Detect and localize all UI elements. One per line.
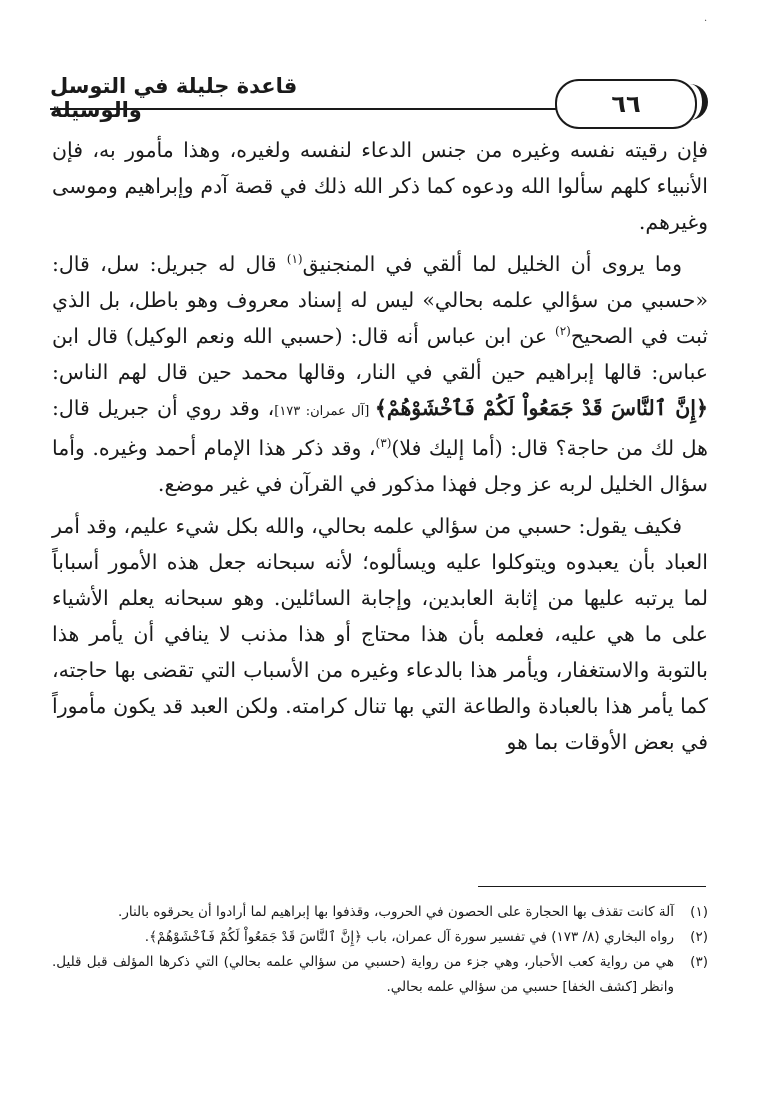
page-header (50, 66, 710, 128)
paragraph-2-part-d: ، وقد روي أن جبريل قال: هل لك من حاجة؟ قال: (أما إليك فلا) (52, 396, 708, 460)
footnote-number: (٢) (690, 929, 708, 945)
footnote-text: رواه البخاري (٨/ ١٧٣) في تفسير سورة آل عمران، باب ﴿إِنَّ ٱلنَّاسَ قَدْ جَمَعُواْ لَكُمْ فَٱخْشَوْهُمْ﴾. (144, 929, 674, 945)
footnote-item (52, 900, 708, 925)
footnote-number: (٣) (690, 954, 708, 970)
footnote-ref-3[interactable]: (٣) (375, 436, 392, 451)
paragraph-2-part-e: ، وقد ذكر هذا الإمام أحمد وغيره. وأما سؤال الخليل لربه عز وجل فهذا مذكور في القرآن في غير موضع. (52, 436, 708, 496)
footnote-text: آلة كانت تقذف بها الحجارة على الحصون في الحروب، وقذفوا بها إبراهيم لما أرادوا أن يحرقوه بالنار. (118, 904, 674, 920)
running-title: قاعدة جليلة في التوسل والوسيلة (50, 74, 298, 122)
footnote-text: هي من رواية كعب الأحبار، وهي جزء من رواية (حسبي من سؤالي علمه بحالي) التي ذكرها المؤلف قبل قليل. وانظر [كشف الخفا] حسبي من سؤالي علمه بحالي. (52, 954, 674, 995)
verse-reference: [آل عمران: ١٧٣] (274, 404, 375, 419)
paragraph-1: فإن رقيته نفسه وغيره من جنس الدعاء لنفسه ولغيره، وهذا مأمور به، فإن الأنبياء كلهم سألوا الله ودعوه كما ذكر الله ذلك في قصة آدم وإبراهيم وموسى وغيرهم. (52, 138, 708, 234)
paragraph-2-part-b: قال له جبريل: سل، قال: «حسبي من سؤالي علمه بحالي» ليس له إسناد معروف وهو باطل، بل الذي ثبت في الصحيح (52, 252, 708, 348)
quran-verse: ﴿إِنَّ ٱلنَّاسَ قَدْ جَمَعُواْ لَكُمْ فَٱخْشَوْهُمْ﴾ (374, 396, 708, 420)
footnote-separator (478, 886, 706, 887)
paragraph-2-part-c: عن ابن عباس أنه قال: (حسبي الله ونعم الوكيل) قال ابن عباس: قالها إبراهيم حين ألقي في النار، وقالها محمد حين قال لهم الناس: (52, 324, 708, 384)
corner-dot: · (704, 16, 708, 27)
footnote-item (52, 925, 708, 950)
footnotes (52, 900, 708, 1000)
footnote-item (52, 950, 708, 1000)
paragraph-2-part-a: وما يروى أن الخليل لما ألقي في المنجنيق (302, 252, 683, 276)
footnote-number: (١) (690, 904, 708, 920)
header-rule (50, 108, 610, 110)
paragraph-3: فكيف يقول: حسبي من سؤالي علمه بحالي، والله بكل شيء عليم، وقد أمر العباد بأن يعبدوه ويتوكلوا عليه ويسألوه؛ لأنه سبحانه جعل هذه الأمور أسباباً لما يرتبه عليها من إثابة العابدين، وإجابة السائلين. وهو سبحانه يعلم الأشياء على ما هي عليه، فعلمه بأن هذا محتاج أو هذا مذنب لا ينافي أن يأمر هذا بالتوبة والاستغفار، ويأمر هذا بالدعاء وغيره من الأسباب التي تقضى بها حاجته، كما يأمر هذا بالعبادة والطاعة التي بها تنال كرامته. ولكن العبد قد يكون مأموراً في بعض الأوقات بما هو (52, 514, 708, 754)
paragraph-2 (52, 246, 708, 502)
main-text (52, 132, 708, 760)
page-number: ٦٦ (555, 79, 697, 129)
footnote-ref-2[interactable]: (٢) (555, 324, 571, 339)
footnote-ref-1[interactable]: (١) (286, 252, 303, 267)
